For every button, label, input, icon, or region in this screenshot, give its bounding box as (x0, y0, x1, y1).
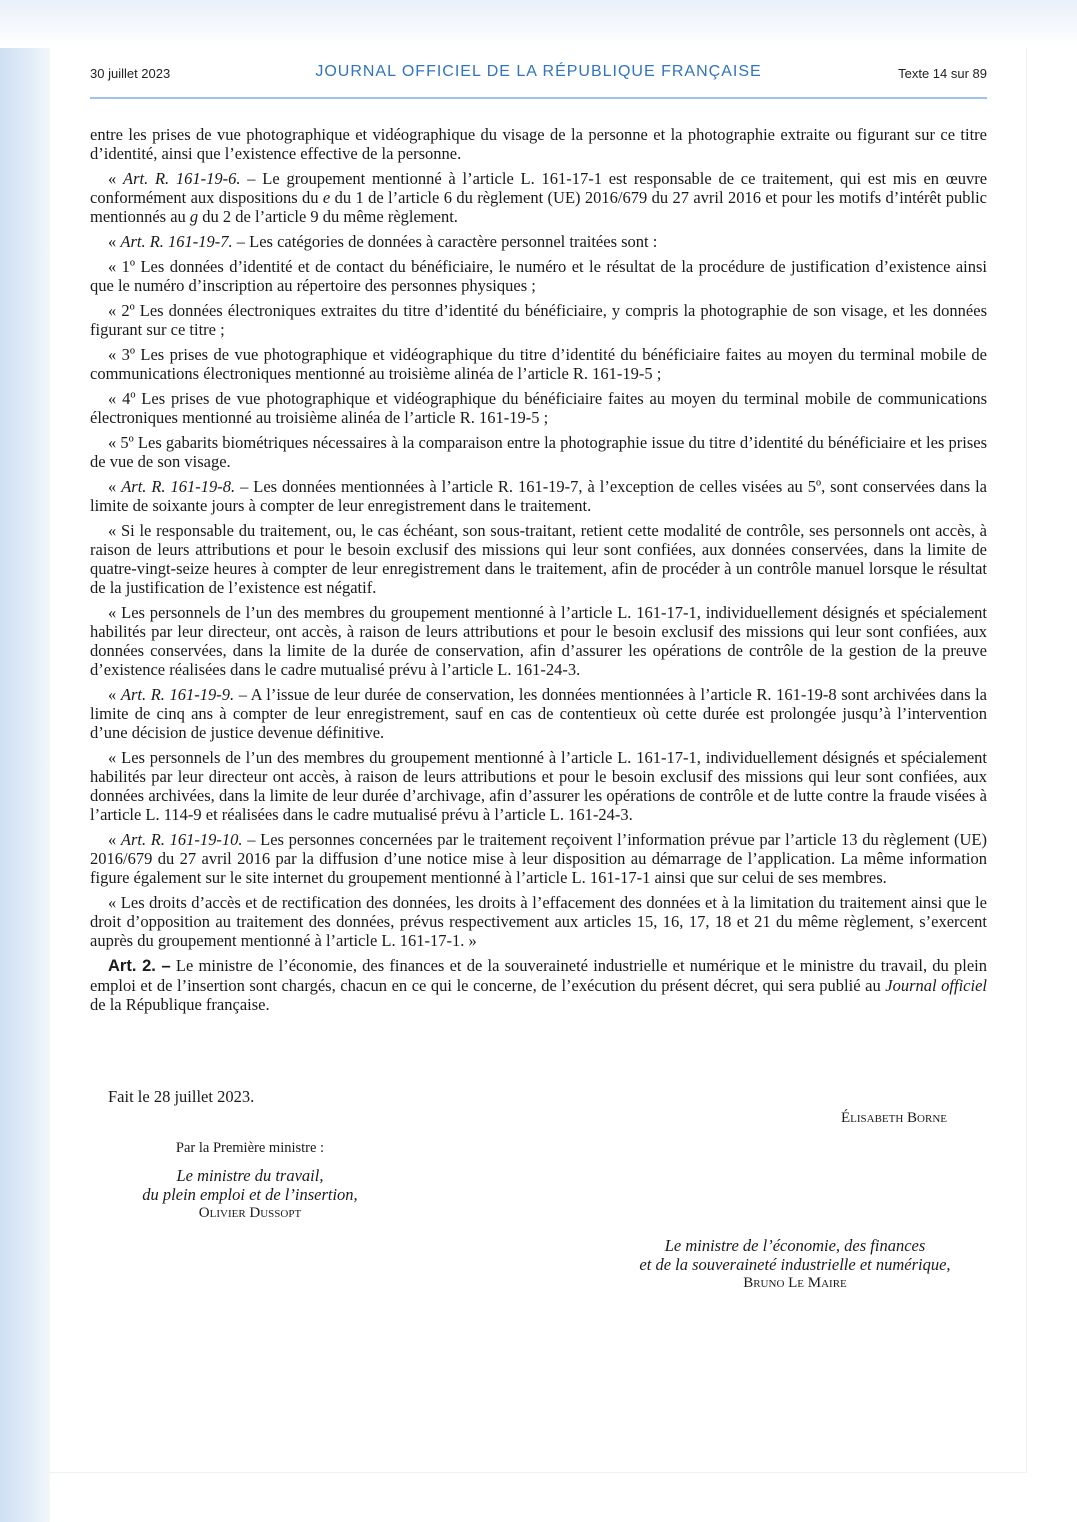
article-paragraph: « Art. R. 161-19-7. – Les catégories de données à caractère personnel traitées sont : (108, 232, 658, 251)
list-item: « 2º Les données électroniques extraites du titre d’identité du bénéficiaire, y compris la photographie de son visage, et les données figurant sur ce titre ; (90, 301, 987, 339)
paragraph: « Les personnels de l’un des membres du groupement mentionné à l’article L. 161-17-1, individuellement désignés et spécialement habilités par leur directeur ont accès, à raison de leurs attributions et pour le besoin exclusif des missions qui leur sont confiées, aux données archivées, dans la limite de leur durée d’archivage, afin d’assurer les opérations de contrôle et de lutte contre la fraude visées à l’article L. 114-9 et réalisées dans le cadre mutualisé prévu à l’article L. 161-24-3. (90, 748, 987, 824)
article-reference: Art. R. 161-19-6. (123, 169, 241, 188)
paragraph: « Les personnels de l’un des membres du groupement mentionné à l’article L. 161-17-1, individuellement désignés et spécialement habilités par leur directeur, ont accès, à raison de leurs attributions et pour le besoin exclusif des missions qui leur sont confiées, aux données conservées, dans la limite de la durée de conservation, afin d’assurer les opérations de contrôle de la gestion de la preuve d’existence réalisées dans le cadre mutualisé prévu à l’article L. 161-24-3. (90, 603, 987, 679)
signing-date: Fait le 28 juillet 2023. (108, 1087, 255, 1106)
list-item: « 5º Les gabarits biométriques nécessaires à la comparaison entre la photographie issue du titre d’identité du bénéficiaire et les prises de vue de son visage. (90, 433, 987, 471)
header-divider (90, 97, 987, 99)
paragraph: entre les prises de vue photographique et vidéographique du visage de la personne et la photographie extraite ou figurant sur ce titre d’identité, ainsi que l’existence effective de la personne. (90, 125, 987, 163)
page-info: Texte 14 sur 89 (898, 66, 987, 81)
journal-title: JOURNAL OFFICIEL DE LA RÉPUBLIQUE FRANÇAISE (315, 63, 762, 80)
list-item: « 1º Les données d’identité et de contact du bénéficiaire, le numéro et le résultat de la procédure de justification d’existence ainsi que le numéro d’inscription au répertoire des personnes physiques ; (90, 257, 987, 295)
minister-signature-block: Le ministre du travail, du plein emploi et de l’insertion, Olivier Dussopt (80, 1166, 420, 1223)
publication-date: 30 juillet 2023 (90, 66, 171, 81)
paragraph: « Les droits d’accès et de rectification des données, les droits à l’effacement des données et à la limitation du traitement ainsi que le droit d’opposition au traitement des données, prévus respectivement aux articles 15, 16, 17, 18 et 21 du même règlement, s’exercent auprès du groupement mentionné à l’article L. 161-17-1. » (90, 893, 987, 950)
page-header (90, 62, 987, 98)
article-reference: Art. R. 161-19-9. (120, 685, 235, 704)
article-2-label: Art. 2. – (108, 957, 171, 975)
page-margin-band (0, 0, 50, 1522)
document-body (90, 125, 987, 1020)
article-reference: Art. R. 161-19-7. (120, 232, 233, 251)
list-item: « 3º Les prises de vue photographique et vidéographique du titre d’identité du bénéficiaire faites au moyen du terminal mobile de communications électroniques mentionné au troisième alinéa de l’article R. 161-19-5 ; (90, 345, 987, 383)
page-top-band (0, 0, 1077, 48)
signatory-name: Élisabeth Borne (840, 1110, 947, 1126)
minister-name: Olivier Dussopt (198, 1205, 302, 1221)
article-reference: Art. R. 161-19-10. (120, 830, 243, 849)
minister-name: Bruno Le Maire (743, 1275, 847, 1291)
article-paragraph: « Art. R. 161-19-8. – Les données mentionnées à l’article R. 161-19-7, à l’exception de celles visées au 5º, sont conservées dans la limite de soixante jours à compter de leur enregistrement dans le traitement. (90, 477, 988, 515)
article-paragraph: « Art. R. 161-19-10. – Les personnes concernées par le traitement reçoivent l’information prévue par l’article 13 du règlement (UE) 2016/679 du 27 avril 2016 par la diffusion d’une notice mise à leur disposition au démarrage de l’application. La même information figure également sur le site internet du groupement mentionné à l’article L. 161-17-1 ainsi que sur celui de ses membres. (90, 830, 988, 887)
minister-signature-block: Le ministre de l’économie, des finances et de la souveraineté industrielle et numérique, Bruno Le Maire (590, 1236, 1000, 1293)
article-2-paragraph: Art. 2. – Le ministre de l’économie, des finances et de la souveraineté industrielle et numérique et le ministre du travail, du plein emploi et de l’insertion sont chargés, chacun en ce qui le concerne, de l’exécution du présent décret, qui sera publié au Journal officiel de la République française. (90, 956, 987, 1014)
article-paragraph: « Art. R. 161-19-9. – A l’issue de leur durée de conservation, les données mentionnées à l’article R. 161-19-8 sont archivées dans la limite de cinq ans à compter de leur enregistrement, sauf en cas de contentieux où cette durée est prolongée jusqu’à l’intervention d’une décision de justice devenue définitive. (90, 685, 988, 742)
list-item: « 4º Les prises de vue photographique et vidéographique du bénéficiaire faites au moyen du terminal mobile de communications électroniques mentionné au troisième alinéa de l’article R. 161-19-5 ; (90, 389, 987, 427)
article-reference: Art. R. 161-19-8. (121, 477, 236, 496)
article-paragraph: « Art. R. 161-19-6. – Le groupement mentionné à l’article L. 161-17-1 est responsable de ce traitement, qui est mis en œuvre conformément aux dispositions du e du 1 de l’article 6 du règlement (UE) 2016/679 du 27 avril 2016 et pour les motifs d’intérêt public mentionnés au g du 2 de l’article 9 du même règlement. (90, 169, 988, 226)
countersign-intro: Par la Première ministre : (175, 1140, 325, 1156)
paragraph: « Si le responsable du traitement, ou, le cas échéant, son sous-traitant, retient cette modalité de contrôle, ses personnels ont accès, à raison de leurs attributions et pour le besoin exclusif des missions qui leur sont confiées, aux données conservées, dans la limite de quatre-vingt-seize heures à compter de leur enregistrement dans le traitement, afin de procéder à un contrôle manuel lorsque le résultat de la justification de l’existence est négatif. (90, 521, 987, 597)
